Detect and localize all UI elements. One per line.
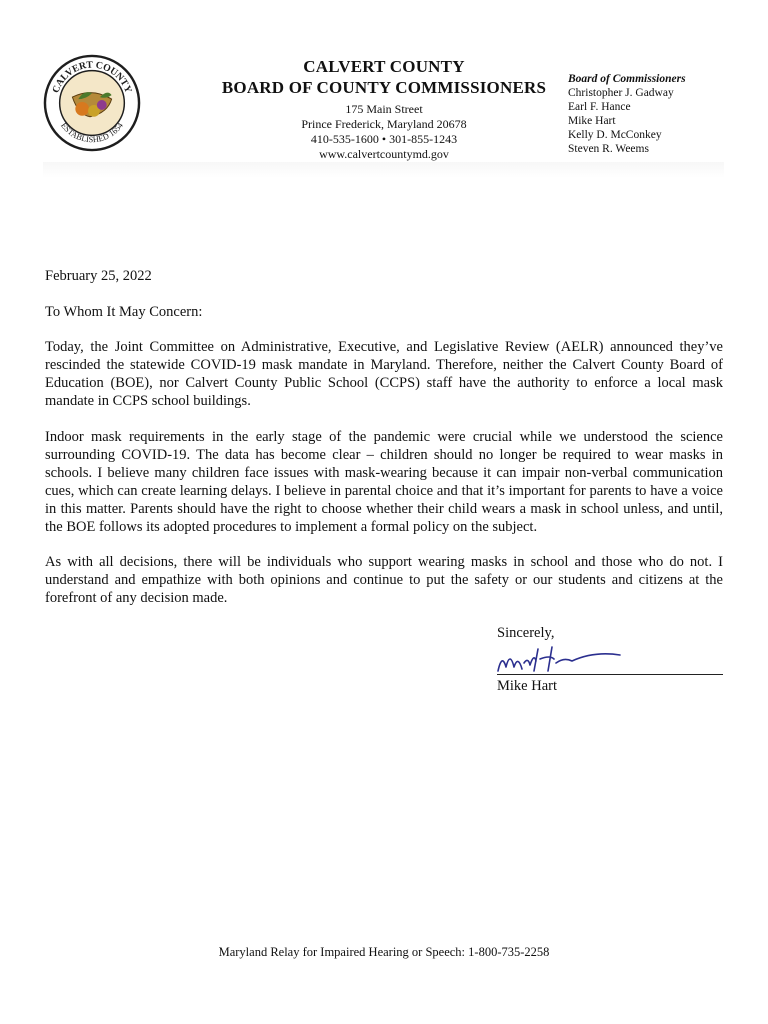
board-member: Steven R. Weems [568,143,649,155]
board-member: Earl F. Hance [568,101,631,113]
signer-name: Mike Hart [497,678,557,694]
board-member: Kelly D. McConkey [568,129,662,141]
board-title: Board of Commissioners [568,73,686,85]
city-address: Prince Frederick, Maryland 20678 [301,117,467,131]
letter-date: February 25, 2022 [45,268,152,284]
phone-numbers: 410-535-1600 • 301-855-1243 [310,132,458,146]
org-name-line-2: BOARD OF COUNTY COMMISSIONERS [221,78,547,97]
seal-bottom-text: ESTABLISHED 1654 [59,121,125,145]
signature-line [497,674,723,675]
letter-paragraph-3: As with all decisions, there will be individuals who support wearing masks in school and those who do not. I understand and empathize with both opinions and continue to put the safety or our students and citizens at the forefront of any decision made. [45,554,723,606]
board-member: Mike Hart [568,115,616,127]
organization-header [205,56,563,162]
closing: Sincerely, [497,625,555,641]
letter-salutation: To Whom It May Concern: [45,304,203,320]
org-name-line-1: CALVERT COUNTY [303,57,465,76]
board-member: Christopher J. Gadway [568,87,674,99]
footer-relay-line: Maryland Relay for Impaired Hearing or Speech: 1-800-735-2258 [218,945,550,959]
handwritten-signature [494,641,644,677]
letter-paragraph-1: Today, the Joint Committee on Administrative, Executive, and Legislative Review (AELR) announced they’ve rescinded the statewide COVID-19 mask mandate in Maryland. Therefore, neither the Calvert County Board of Education (BOE), nor Calvert County Public School (CCPS) staff have the authority to enforce a local mask mandate in CCPS school buildings. [45,339,723,409]
website: www.calvertcountymd.gov [319,147,449,161]
board-of-commissioners [568,72,738,156]
county-seal-logo [43,54,141,152]
seal-top-text: CALVERT COUNTY [50,59,134,95]
street-address: 175 Main Street [345,102,423,116]
letterhead-divider [43,162,724,178]
letter-paragraph-2: Indoor mask requirements in the early stage of the pandemic were crucial while we understood the science surrounding COVID-19. The data has become clear – children should no longer be required to wear masks in schools. I believe many children face issues with mask-wearing because it can impair non-verbal communication cues, which can create learning delays. I believe in parental choice and that it’s important for parents to have a voice in this matter. Parents should have the right to choose whether their child wears a mask in school unless, and until, the BOE follows its adopted procedures to implement a formal policy on the subject. [45,429,723,535]
